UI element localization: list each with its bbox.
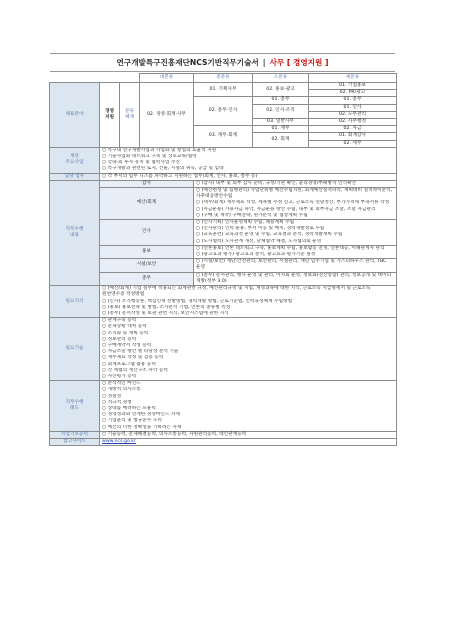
list-item: ○ 예산의 더한 정확성을 기하려는 자세	[102, 424, 182, 430]
job-row-items	[194, 272, 397, 285]
list-item: ○ 국내·외 투자 유치 및 협력사업 추진	[102, 160, 180, 166]
list-item: ○ (광고효과 평가) 광고효과 분석, 광고효과 평가기준 설정	[196, 252, 316, 258]
job-row-name: 인사	[100, 220, 194, 246]
detail-category: 02. 자금	[309, 126, 397, 133]
detail-category: 01. 기업홍보	[309, 83, 397, 90]
list-item: ○ 회계프로그램 활용 능력	[102, 361, 156, 367]
reference-site-label: 참고사이트	[50, 438, 100, 445]
job-row-name: 총무	[100, 272, 194, 285]
list-item: ○ (시설/보안) 재난·안전관리, 보안관리, 시설관리, 재단 임주기업 및 가스터하우스 관리, TBC 운영	[196, 259, 387, 271]
detail-category: 01. 총무	[309, 97, 397, 104]
detail-category: 02. PR/광고	[309, 90, 397, 97]
foundation-list	[100, 147, 397, 173]
list-item: ○ 구매계약서 작성 능력	[102, 342, 152, 348]
job-row-name: 예산/회계	[100, 188, 194, 220]
duty-label: 담당 업무	[50, 173, 100, 180]
list-item: ○ 개방적 의사소통	[102, 387, 141, 393]
list-item: ○ 특구개발과 관련된 토지, 건물, 시설의 취득, 공급 및 임대	[102, 166, 224, 172]
list-item: ○ 기술사업화 네트워크 구축 및 상호교류/협력	[102, 154, 197, 160]
small-category: 02. 홍보·광고	[253, 83, 309, 97]
basic-ability-label: 직업기초능력	[50, 431, 100, 438]
detail-category: 02. 노무관리	[309, 111, 397, 118]
list-item: ○ 조직화 및 계획 능력	[102, 330, 149, 336]
small-category: 02. 회계	[253, 133, 309, 147]
list-item: ○ (자금운용) 가용자금 파악, 자금운용 방안 수립, 내부 및 외부자금 조달, 조달 자금관리	[196, 206, 376, 212]
job-row-items	[194, 245, 397, 258]
page-title	[50, 53, 395, 72]
title-separator: |	[262, 58, 266, 67]
knowledge-label: 필요지식	[50, 286, 100, 318]
list-item: ○ 문제상황 대처 능력	[102, 324, 147, 330]
header-mid: 중분류	[194, 74, 253, 83]
small-category: 03. 일반사무	[253, 119, 309, 126]
job-description-table	[49, 73, 397, 446]
list-item: ○ 각 세법의 계산구조 파악 능력	[102, 367, 168, 373]
reference-site-link[interactable]: www.ncs.go.kr	[102, 438, 136, 444]
list-item: ○ 경영성과와 연계한 경영마인드 자세	[102, 412, 180, 418]
small-category: 02. 인사·조직	[253, 104, 309, 118]
list-item: ○ 자금조달 방안 별 타당성 분석 기술	[102, 349, 179, 355]
job-row-items	[194, 220, 397, 246]
list-item: ○ (예산편성 및 집행관리) 사업단위별 예산수립지원, 회계예산실적파악, 계획대비 실적차이분석, 사후대응방안수립	[196, 188, 393, 200]
detail-category: 02. 사무행정	[309, 119, 397, 126]
list-item: ○ 상대를 배려하는 포용력	[102, 405, 156, 411]
list-item: ○ (구매 및 계약) 구매전략, 원가분석 및 협상계획 수립	[196, 212, 308, 218]
mid-category: 01. 기획사무	[194, 83, 253, 97]
knowledge-list	[100, 286, 397, 318]
field-label: 경영 지원	[100, 83, 120, 148]
list-item: ○ (예산/회계) 기업 실무에 적용되는 회계관련 규정, 예산관리규정 및 지침, 계정과목에 대한 지식, 근로소득 지급명세서 및 근로소득 원천영수증 작성방법	[102, 286, 371, 298]
list-item: ○ 자산평가 능력	[102, 373, 137, 379]
header-small: 소분류	[253, 74, 309, 83]
list-item: ○ (총무) 문서관리, 행사 운영 및 관리, 이사회 운영, 정보화(전산통합) 관리, 정보공개 및 데이터 개방(정부 3.0)	[196, 272, 392, 284]
list-item: ○ 관계구축 능력	[102, 318, 137, 324]
detail-category: 02. 세무	[309, 140, 397, 147]
list-item: ○ (노사협력) 노사관계 개선, 단체협약 체결, 노사협의회 운영	[196, 238, 322, 244]
recruit-field-label: 채용분야	[50, 83, 100, 148]
mid-category: 02. 총무·인사	[194, 97, 253, 126]
header-major: 대분류	[140, 74, 194, 83]
job-row-items	[194, 180, 397, 187]
job-row-items	[194, 188, 397, 220]
attitude-list	[100, 381, 397, 432]
reference-site-cell	[100, 438, 397, 445]
detail-category: 01. 인사	[309, 104, 397, 111]
job-row-items	[194, 259, 397, 272]
list-item: ○ 기업윤리 및 법규준수 노력	[102, 418, 162, 424]
header-detail: 세분류	[309, 74, 397, 83]
duty-text: ○ 각 부서의 업무 니즈를 파악하고 지원하는 업무(회계, 인사, 홍보, 총무 등)	[100, 173, 397, 180]
foundation-label: 재단 주요사업	[50, 147, 100, 173]
mid-category: 03. 재무·회계	[194, 126, 253, 148]
title-main: 연구개발특구진흥재단NCS기반직무기술서	[116, 58, 259, 67]
list-item: ○ 특구내 연구개발사업과 사업화 및 창업의 효율적 지원	[102, 147, 217, 153]
list-item: ○ 성실성	[102, 393, 122, 399]
list-item: ○ 재무제표 작성 및 검증 능력	[102, 355, 164, 361]
list-item: ○ (인사관리) 인력 운용, 부서 이동 및 배치, 경력개발경로 수립	[196, 226, 325, 232]
list-item: ○ 정보관리 능력	[102, 336, 137, 342]
system-label: 분류 체계	[120, 83, 140, 148]
skills-list	[100, 318, 397, 381]
job-row-name: 감사	[100, 180, 194, 187]
list-item: ○ (세무/회계) 재무제표 작성, 세목별 수정 신고, 근로소득 연말정산, 부가가치세 부속서류 작성	[196, 200, 390, 206]
attitude-label: 직무수행 태도	[50, 381, 100, 432]
skills-label: 필요기술	[50, 318, 100, 381]
list-item: ○ (감사) 내부 및 외부 감사 준비, 규정/기관 확인, 윤리경영/부패방지 인식확산	[196, 180, 357, 186]
major-category: 02. 경영·회계·사무	[140, 83, 194, 148]
list-item: ○ (총무) 문서작성 및 보관 관련 지식, 보안시스템에 관한 지식	[102, 310, 229, 316]
basic-ability-text: ○ 기술능력, 문제해결능력, 의사소통능력, 자원관리능력, 대인관계능력	[100, 431, 397, 438]
list-item: ○ (언론홍보) 언론 네트워크 구축, 홍보계획 수립, 홍보활동 전개, 언론대응, 이해관계자 관리	[196, 245, 385, 251]
list-item: ○ 분석적인 마인드	[102, 381, 141, 387]
title-job: 사무 [ 경영지원 ]	[269, 58, 329, 67]
list-item: ○ (인사기획) 인사운영계획 수립, 채용계획 수립	[196, 220, 295, 226]
job-row-name: 시설/보안	[100, 259, 194, 272]
job-row-name: 홍보	[100, 245, 194, 258]
small-category: 01. 재무	[253, 126, 309, 133]
detail-category: 01. 회계감사	[309, 133, 397, 140]
list-item: ○ (인사) 조직행동론, 핵심인재 선발방법, 경력개발 방법, 근로기준법, 인력육성체계 수립방법	[102, 298, 293, 304]
small-category: 01. 총무	[253, 97, 309, 104]
list-item: ○ (홍보) 홍보전략 및 방법, 조사분석 기법, 언론의 종류별 특성	[102, 304, 231, 310]
list-item: ○ 적극적 경청	[102, 399, 132, 405]
job-content-label: 직무수행 내용	[50, 180, 100, 285]
list-item: ○ (교육훈련) 교육과정 운영 및 수립, 교육결과 분석, 경력개발계획 수립	[196, 232, 343, 238]
